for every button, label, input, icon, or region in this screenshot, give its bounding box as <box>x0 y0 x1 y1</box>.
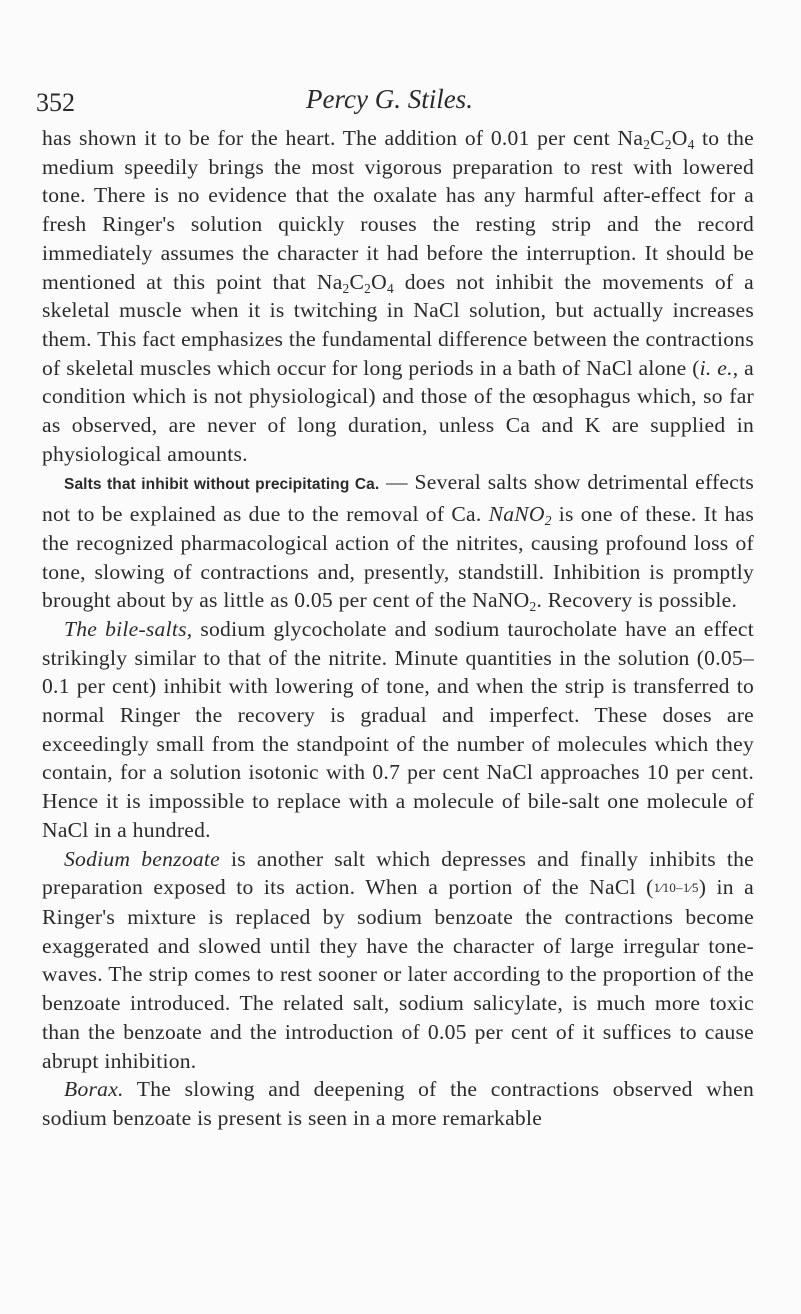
text-run: is one of these. It has the recognized pharmacological action of the nitrites, causing profound loss of tone, slowing of contractions and, presently, standstill. Inhibition is promptly brought about by as little as 0.05 per cent of the NaNO <box>42 502 754 613</box>
italic-term: Sodium benzoate <box>64 846 220 871</box>
text-run: sodium glycocholate and sodium taurocholate have an effect strikingly similar to that of the nitrite. Minute quantities in the solution (0.05–0.1 per cent) inhibit with lowering of tone, and when the strip is transferred to normal Ringer the recovery is gradual and imperfect. These doses are exceedingly small from the standpoint of the number of molecules which they contain, for a solution isotonic with 0.7 per cent NaCl approaches 10 per cent. Hence it is impossible to replace with a molecule of bile-salt one molecule of NaCl in a hundred. <box>42 616 754 842</box>
formula-part: C <box>349 269 365 294</box>
formula-subscript: 2 <box>364 280 372 296</box>
formula-sodium-oxalate <box>617 126 695 153</box>
page-header <box>36 82 736 122</box>
section-heading: Salts that inhibit without precipitating Ca. <box>64 476 380 494</box>
italic-term: The bile-salts, <box>64 616 193 641</box>
formula-sodium-oxalate <box>317 270 394 294</box>
paragraph-benzoate <box>42 845 754 1076</box>
fraction: 1⁄10–1⁄5 <box>653 880 699 896</box>
formula-part: O <box>671 126 688 150</box>
text-run: ) in a Ringer's mixture is replaced by sodium benzoate the contractions become exaggerated and slowed until they have the character of large irregular tone-waves. The strip comes to rest sooner or later according to the proportion of the benzoate introduced. The related salt, sodium salicylate, is much more toxic than the benzoate and the introduction of 0.05 per cent of it suffices to cause abrupt inhibition. <box>42 875 755 1073</box>
paragraph-oxalate <box>42 124 754 468</box>
formula-part: NaNO <box>488 502 545 527</box>
formula-part: O <box>371 269 387 294</box>
formula-subscript: 2 <box>544 513 552 529</box>
formula-subscript: 2 <box>342 280 350 296</box>
formula-part: Na <box>316 269 343 294</box>
formula-part: Na <box>617 126 644 150</box>
italic-abbrev: i. e. <box>699 355 733 380</box>
text-run: . Recovery is possible. <box>536 588 738 613</box>
text-run: is another salt which depresses and finally inhibits the preparation exposed to its action. When a portion of the NaCl ( <box>42 846 754 900</box>
formula-subscript: 4 <box>386 280 394 296</box>
formula-part: C <box>650 126 665 150</box>
text-run: — Several salts show detrimental effects not to be explained as due to the removal of Ca. <box>42 470 755 527</box>
formula-sodium-nitrite <box>488 502 552 529</box>
formula-subscript: 2 <box>664 137 672 153</box>
text-run: The slowing and deepening of the contractions observed when sodium benzoate is present is seen in a more remarkable <box>42 1077 754 1130</box>
page-number: 352 <box>36 88 75 117</box>
paragraph-borax <box>42 1075 754 1132</box>
paragraph-bile-salts <box>42 615 754 845</box>
body-text <box>42 124 754 1133</box>
formula-subscript: 2 <box>643 137 651 153</box>
paragraph-nitrite <box>42 468 754 615</box>
running-head: Percy G. Stiles. <box>306 84 473 114</box>
italic-term: Borax. <box>64 1077 124 1102</box>
text-run: , a condition which is not physiological) and those of the œsophagus which, so far as observed, are never of long duration, unless Ca and K are supplied in physiological amounts. <box>42 355 755 466</box>
text-run: does not inhibit the movements of a skeletal muscle when it is twitching in NaCl solution, but actually increases them. This fact emphasizes the fundamental difference between the contractions of skeletal muscles which occur for long periods in a bath of NaCl alone ( <box>42 269 754 380</box>
formula-subscript: 4 <box>687 137 695 153</box>
text-run: to the medium speedily brings the most vigorous preparation to rest with lowered tone. There is no evidence that the oxalate has any harmful after-effect for a fresh Ringer's solution quickly rouses the resting strip and the record immediately assumes the character it had before the interruption. It should be mentioned at this point that <box>42 126 754 294</box>
formula-subscript: 2 <box>529 599 537 615</box>
text-run: has shown it to be for the heart. The addition of 0.01 per cent <box>42 126 610 150</box>
